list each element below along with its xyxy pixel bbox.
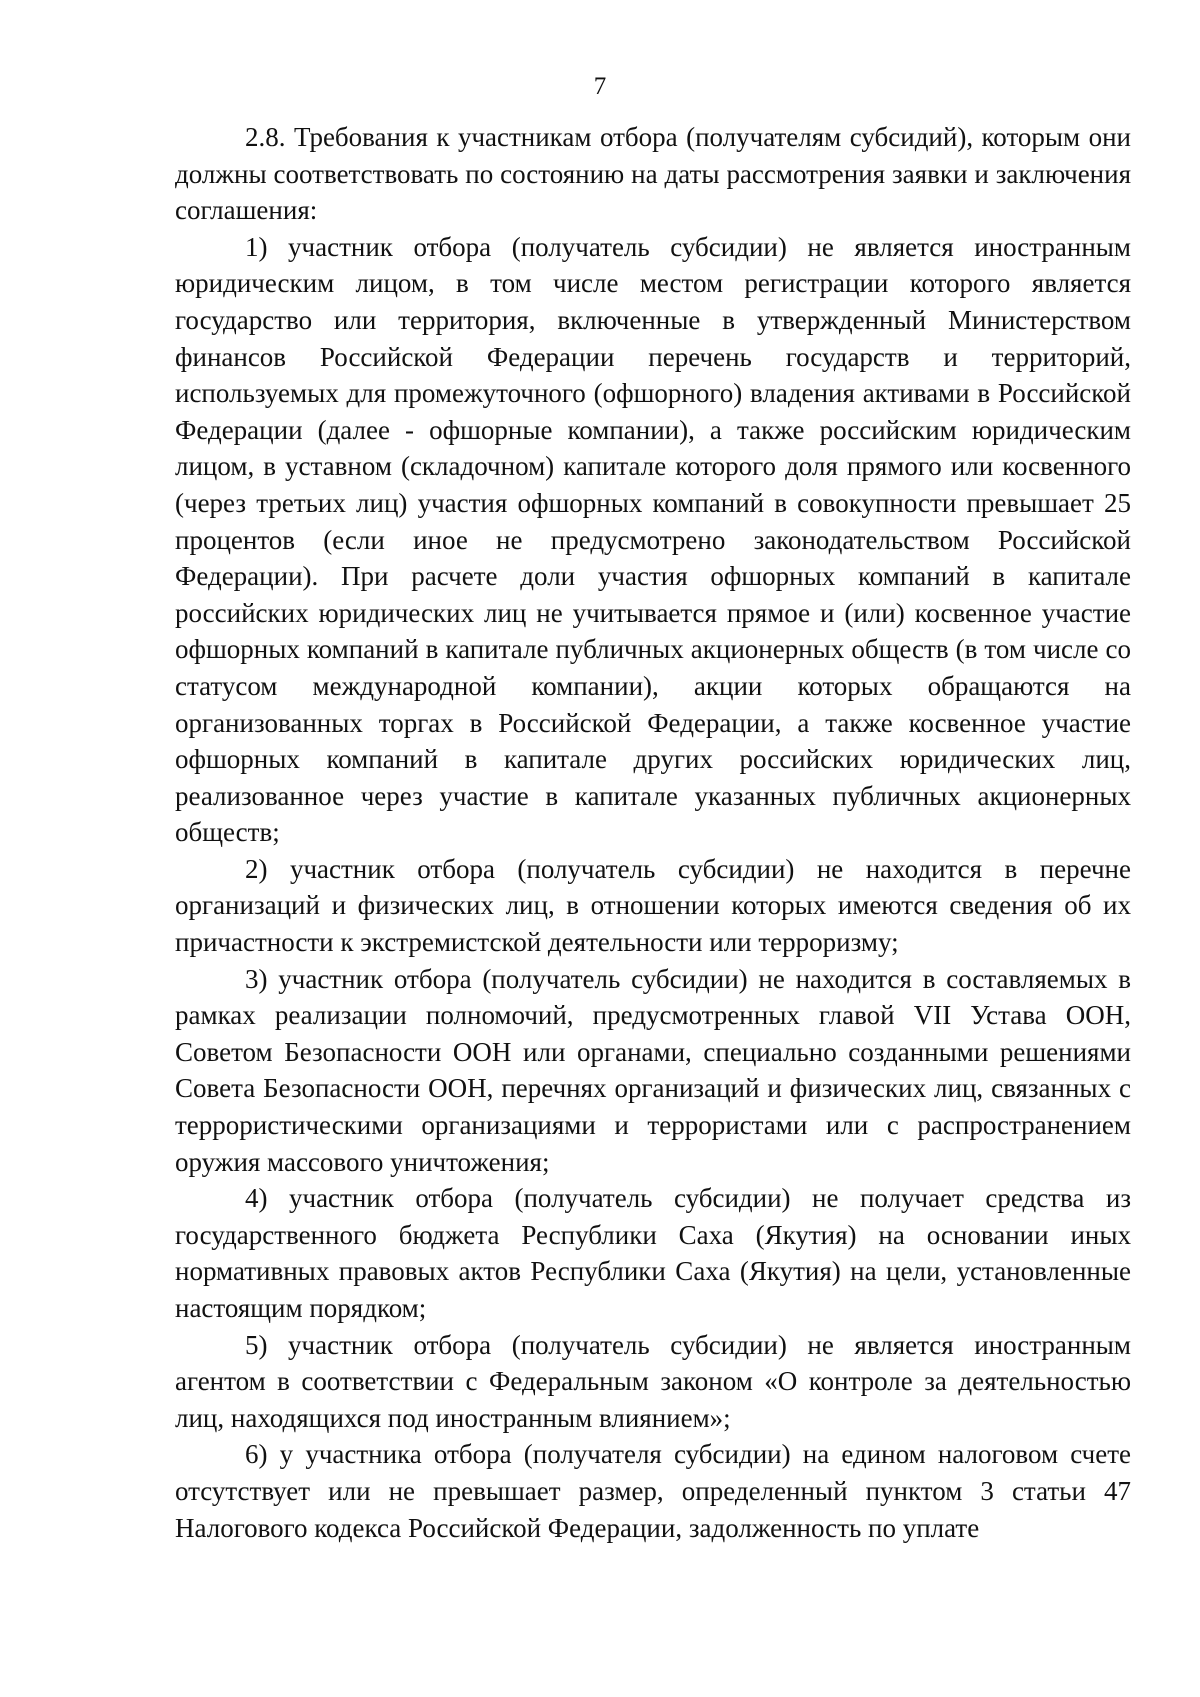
paragraph-item-2: 2) участник отбора (получатель субсидии) не находится в перечне организаций и физических лиц, в отношении которых имеются сведения об их причастности к экстремистской деятельности или терроризму; xyxy=(175,853,1131,958)
paragraph-item-3: 3) участник отбора (получатель субсидии) не находится в составляемых в рамках реализации полномочий, предусмотренных главой VII Устава ООН, Советом Безопасности ООН или органами, специально созданными решениями Совета Безопасности ООН, перечнях организаций и физических лиц, связанных с террористическими организациями и террористами или с распространением оружия массового уничтожения; xyxy=(175,963,1131,1177)
paragraph-item-4: 4) участник отбора (получатель субсидии) не получает средства из государственного бюджета Республики Саха (Якутия) на основании иных нормативных правовых актов Республики Саха (Якутия) на цели, установленные настоящим порядком; xyxy=(175,1183,1131,1323)
paragraph-item-5: 5) участник отбора (получатель субсидии) не является иностранным агентом в соответствии с Федеральным законом «О контроле за деятельностью лиц, находящихся под иностранным влиянием»; xyxy=(175,1329,1131,1433)
paragraph-item-6: 6) у участника отбора (получателя субсидии) на едином налоговом счете отсутствует или не превышает размер, определенный пунктом 3 статьи 47 Налогового кодекса Российской Федерации, задолженность по уплате xyxy=(175,1439,1131,1543)
paragraph-2-8-intro: 2.8. Требования к участникам отбора (получателям субсидий), которым они должны соответствовать по состоянию на даты рассмотрения заявки и заключения соглашения: xyxy=(175,122,1131,226)
paragraph-item-1: 1) участник отбора (получатель субсидии) не является иностранным юридическим лицом, в том числе местом регистрации которого является государство или территория, включенные в утвержденный Министерством финансов Российской Федерации перечень государств и территорий, используемых для промежуточного (офшорного) владения активами в Российской Федерации (далее - офшорные компании), а также российским юридическим лицом, в уставном (складочном) капитале которого доля прямого или косвенного (через третьих лиц) участия офшорных компаний в совокупности превышает 25 процентов (если иное не предусмотрено законодательством Российской Федерации). При расчете доли участия офшорных компаний в капитале российских юридических лиц не учитывается прямое и (или) косвенное участие офшорных компаний в капитале публичных акционерных обществ (в том числе со статусом международной компании), акции которых обращаются на организованных торгах в Российской Федерации, а также косвенное участие офшорных компаний в капитале других российских юридических лиц, реализованное через участие в капитале указанных публичных акционерных обществ; xyxy=(175,231,1131,848)
page-number: 7 xyxy=(593,73,607,100)
document-body xyxy=(175,119,1131,1546)
